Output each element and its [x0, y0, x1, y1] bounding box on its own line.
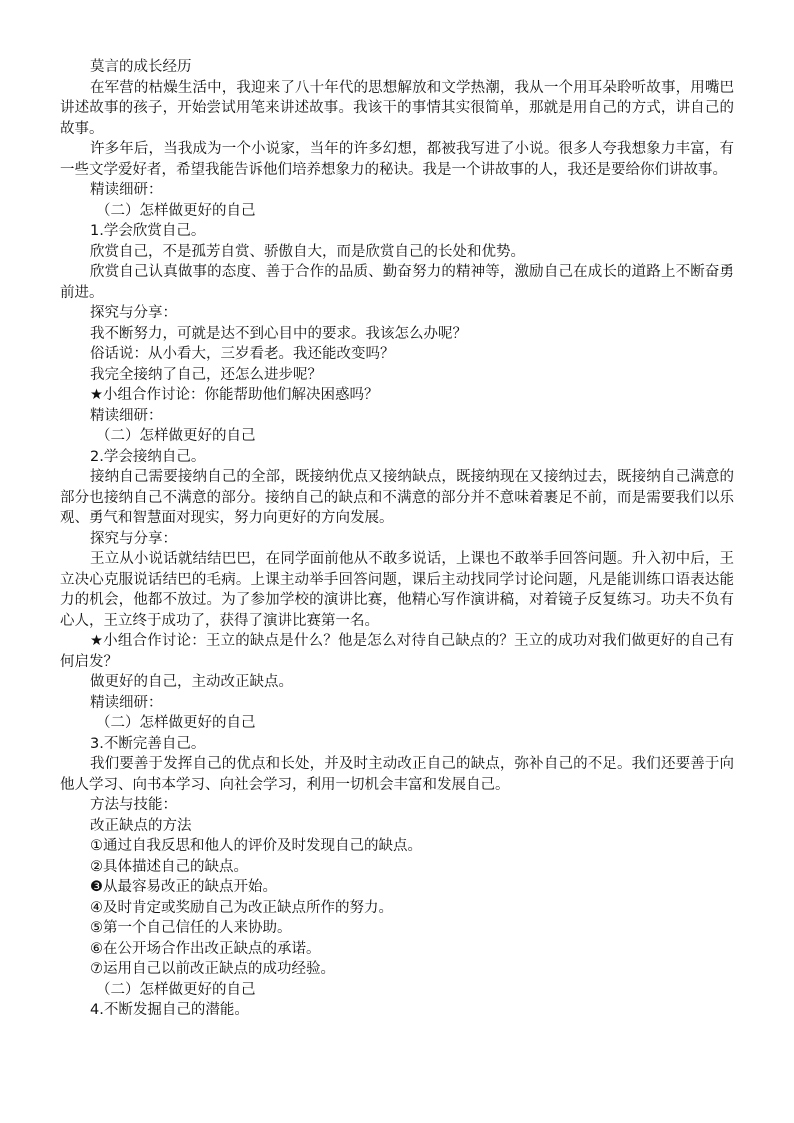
paragraph: 我不断努力，可就是达不到心目中的要求。我该怎么办呢？	[90, 325, 467, 342]
section-label: 精读细研：	[90, 182, 163, 198]
paragraph: 许多年后，当我成为一个小说家，当年的许多幻想，都被我写进了小说。很多人夸我想象力丰富，有一些文学爱好者，希望我能告诉他们培养想象力的秘诀。我是一个讲故事的人，我还是要给你们讲故事。	[60, 141, 734, 178]
section-label: 精读细研：	[90, 407, 163, 424]
paragraph: 做更好的自己，主动改正缺点。	[90, 674, 293, 690]
list-item: ④及时肯定或奖励自己为改正缺点所作的努力。	[90, 899, 393, 916]
list-item: ⑤第一个自己信任的人来协助。	[90, 920, 292, 936]
section-label: 精读细研：	[90, 694, 163, 711]
point-heading: 3.不断完善自己。	[90, 735, 206, 752]
list-item: ②具体描述自己的缺点。	[90, 858, 248, 875]
subheading: （二）怎样做更好的自己	[96, 202, 256, 219]
discussion-prompt: ★小组合作讨论：王立的缺点是什么？他是怎么对待自己缺点的？王立的成功对我们做更好的自己有何启发？	[60, 633, 734, 670]
list-item: ①通过自我反思和他人的评价及时发现自己的缺点。	[90, 838, 422, 854]
section-title: 莫言的成长经历	[90, 59, 192, 75]
paragraph: 我完全接纳了自己，还怎么进步呢？	[90, 366, 322, 383]
point-heading: 2.学会接纳自己。	[90, 448, 206, 465]
paragraph: 欣赏自己，不是孤芳自赏、骄傲自大，而是欣赏自己的长处和优势。	[90, 243, 525, 260]
paragraph: 欣赏自己认真做事的态度、善于合作的品质、勤奋努力的精神等，激励自己在成长的道路上不断奋勇前进。	[60, 264, 734, 301]
discussion-prompt: ★小组合作讨论：你能帮助他们解决困惑吗？	[90, 387, 379, 403]
list-item: ⑦运用自己以前改正缺点的成功经验。	[90, 961, 335, 977]
section-label: 探究与分享：	[90, 530, 177, 547]
document-body	[60, 57, 734, 1021]
paragraph: 我们要善于发挥自己的优点和长处，并及时主动改正自己的缺点，弥补自己的不足。我们还要善于向他人学习、向书本学习、向社会学习，利用一切机会丰富和发展自己。	[60, 756, 734, 793]
section-label: 方法与技能：	[90, 797, 177, 813]
paragraph: 俗话说：从小看大，三岁看老。我还能改变吗？	[90, 346, 395, 362]
paragraph: 王立从小说话就结结巴巴，在同学面前他从不敢多说话，上课也不敢举手回答问题。升入初中后，王立决心克服说话结巴的毛病。上课主动举手回答问题，课后主动找同学讨论问题，凡是能训练口语表达能力的机会，他都不放过。为了参加学校的演讲比赛，他精心写作演讲稿，对着镜子反复练习。功夫不负有心人，王立终于成功了，获得了演讲比赛第一名。	[60, 551, 734, 629]
paragraph: 接纳自己需要接纳自己的全部，既接纳优点又接纳缺点，既接纳现在又接纳过去，既接纳自己满意的部分也接纳自己不满意的部分。接纳自己的缺点和不满意的部分并不意味着裹足不前，而是需要我们以乐观、勇气和智慧面对现实，努力向更好的方向发展。	[60, 469, 734, 526]
point-heading: 1.学会欣赏自己。	[90, 223, 206, 239]
list-item: ⑥在公开场合作出改正缺点的承诺。	[90, 940, 321, 957]
list-item: ❸从最容易改正的缺点开始。	[90, 879, 277, 895]
section-label: 探究与分享：	[90, 305, 177, 321]
list-title: 改正缺点的方法	[90, 817, 192, 834]
point-heading: 4.不断发掘自己的潜能。	[90, 1002, 249, 1018]
subheading: （二）怎样做更好的自己	[96, 981, 256, 998]
subheading: （二）怎样做更好的自己	[96, 428, 256, 444]
paragraph: 在军营的枯燥生活中，我迎来了八十年代的思想解放和文学热潮，我从一个用耳朵聆听故事，用嘴巴讲述故事的孩子，开始尝试用笔来讲述故事。我该干的事情其实很简单，那就是用自己的方式，讲自己的故事。	[60, 79, 734, 137]
subheading: （二）怎样做更好的自己	[96, 715, 256, 731]
